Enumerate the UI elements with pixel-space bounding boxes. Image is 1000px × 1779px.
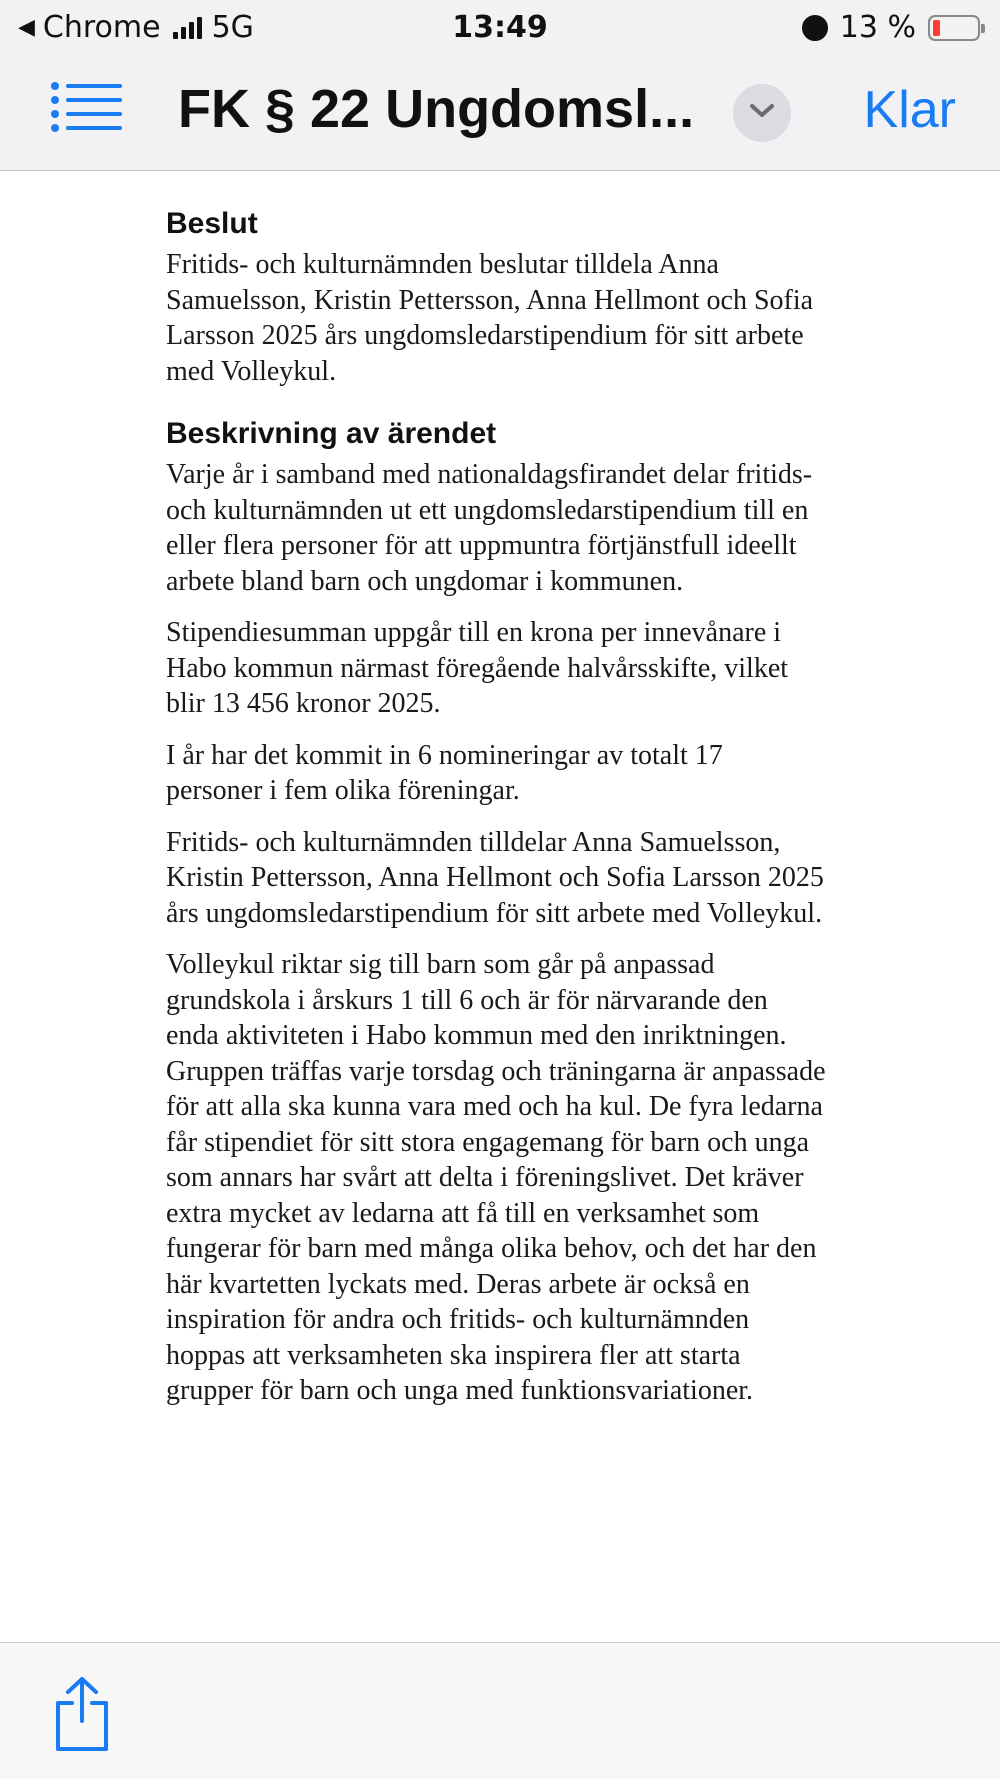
title-menu-button[interactable] — [733, 84, 791, 142]
paragraph: Volleykul riktar sig till barn som går på anpassad grundskola i årskurs 1 till 6 och är för närvarande den enda aktiviteten i Habo kommun med den inriktningen. Gruppen träffas varje torsdag och träningarna är anpassade för att alla ska kunna vara med och ha kul. De fyra ledarna får stipendiet för sitt stora engagemang för barn och unga som annars har svårt att delta i föreningslivet. Det kräver extra mycket av ledarna att få till en verksamhet som fungerar för barn med många olika behov, och det har den här kvartetten lyckats med. Deras arbete är också en inspiration för andra och fritids- och kulturnämnden hoppas att verksamheten ska inspirera fler att starta grupper för barn och unga med funktionsvariationer. — [166, 949, 826, 1406]
battery-percent: 13 % — [839, 10, 916, 45]
status-right — [802, 10, 980, 45]
nav-bar — [0, 56, 1000, 171]
document-content — [166, 205, 826, 1425]
done-button[interactable]: Klar — [863, 81, 956, 139]
share-icon[interactable] — [50, 1675, 114, 1753]
section-heading-beslut: Beslut — [166, 207, 258, 240]
section-heading-beskrivning: Beskrivning av ärendet — [166, 417, 497, 450]
paragraph: Stipendiesumman uppgår till en krona per innevånare i Habo kommun närmast föregående halvårsskifte, vilket blir 13 456 kronor 2025. — [166, 617, 789, 719]
status-time: 13:49 — [452, 10, 548, 45]
paragraph: Fritids- och kulturnämnden tilldelar Anna Samuelsson, Kristin Pettersson, Anna Hellmont och Sofia Larsson 2025 års ungdomsledarstipendium för sitt arbete med Volleykul. — [166, 826, 824, 929]
back-triangle-icon: ◀ — [18, 15, 35, 40]
paragraph: Fritids- och kulturnämnden beslutar tilldela Anna Samuelsson, Kristin Pettersson, Anna Hellmont och Sofia Larsson 2025 års ungdomsledarstipendium för sitt arbete med Volleykul. — [166, 249, 814, 387]
status-bar — [0, 0, 1000, 56]
back-app-label: Chrome — [42, 10, 161, 45]
chevron-down-icon — [749, 103, 775, 124]
paragraph: Varje år i samband med nationaldagsfirandet delar fritids- och kulturnämnden ut ett ungdomsledarstipendium till en eller flera personer för att uppmuntra förtjänstfull ideellt arbete bland barn och ungdomar i kommunen. — [166, 459, 813, 597]
document-title: FK § 22 Ungdomsl... — [178, 79, 695, 139]
list-icon[interactable] — [50, 80, 124, 136]
paragraph: I år har det kommit in 6 nomineringar av totalt 17 personer i fem olika föreningar. — [166, 739, 723, 806]
battery-icon — [928, 15, 980, 41]
alarm-icon — [802, 15, 828, 41]
bottom-toolbar — [0, 1642, 1000, 1779]
network-label: 5G — [211, 10, 254, 45]
